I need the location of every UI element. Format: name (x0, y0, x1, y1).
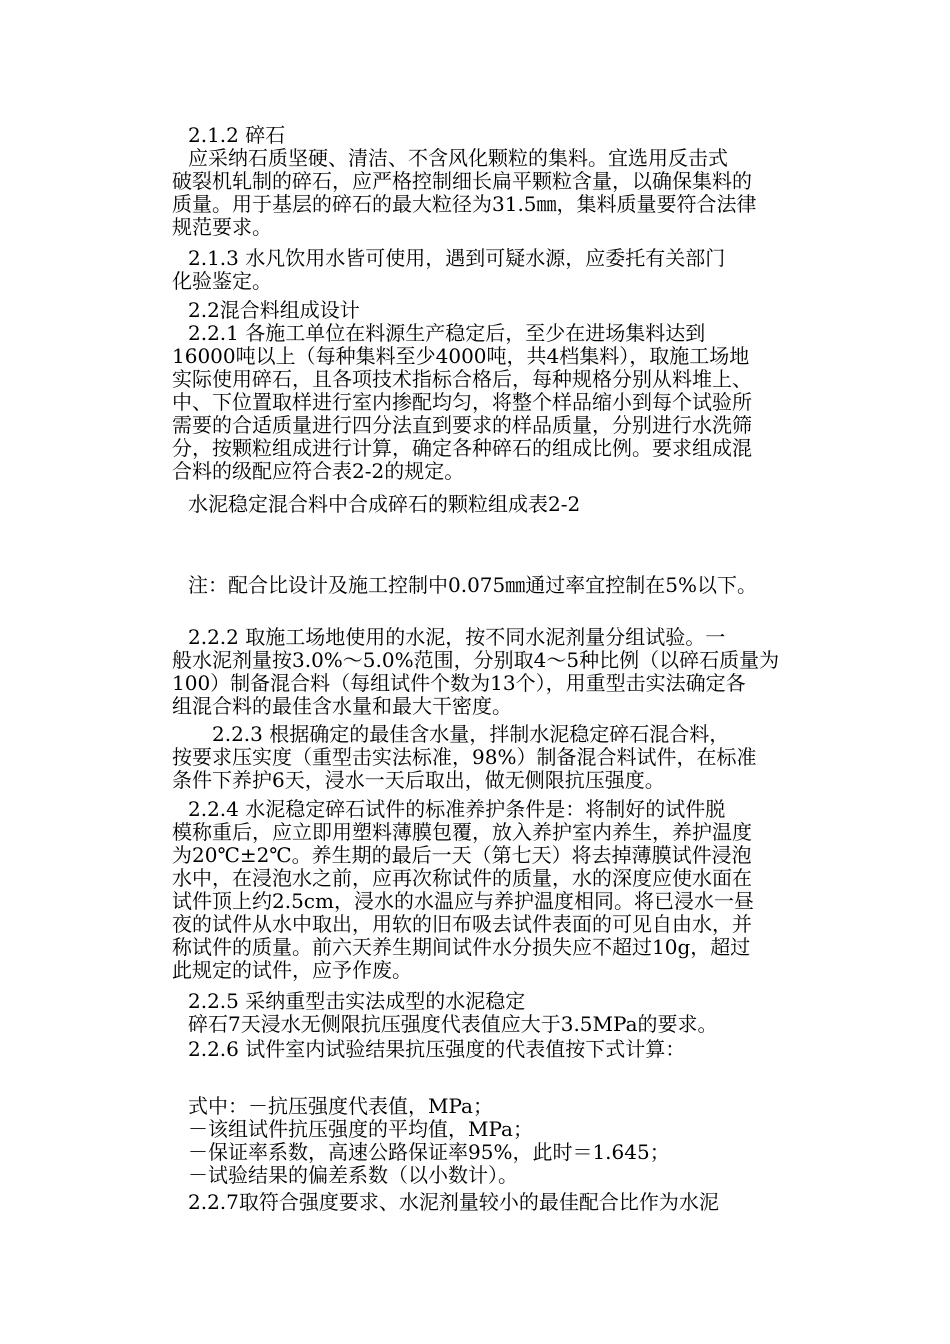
text-line: 中、下位置取样进行室内掺配均匀，将整个样品缩小到每个试验所 (172, 390, 752, 414)
text-line: 质量。用于基层的碎石的最大粒径为31.5㎜，集料质量要符合法律 (172, 192, 757, 216)
text-line: 合料的级配应符合表2-2的规定。 (172, 459, 465, 483)
text-line: 需要的合适质量进行四分法直到要求的样品质量，分别进行水洗筛 (172, 413, 752, 437)
section-heading-2-2: 2.2混合料组成设计 (188, 298, 360, 322)
text-line: 水中，在浸泡水之前，应再次称试件的质量，水的深度应使水面在 (172, 866, 752, 890)
text-line: 2.2.6 试件室内试验结果抗压强度的代表值按下式计算： (188, 1037, 686, 1061)
text-line: 试件顶上约2.5cm，浸水的水温应与养护温度相同。将已浸水一昼 (172, 889, 754, 913)
text-line: 此规定的试件，应予作废。 (172, 958, 412, 982)
formula-legend: 式中：－抗压强度代表值，MPa； (188, 1094, 493, 1118)
text-line: 破裂机轧制的碎石，应严格控制细长扁平颗粒含量，以确保集料的 (172, 169, 752, 193)
text-line: 条件下养护6天，浸水一天后取出，做无侧限抗压强度。 (172, 768, 665, 792)
text-line: 2.2.5 采纳重型击实法成型的水泥稳定 (188, 989, 526, 1013)
text-line: 按要求压实度（重型击实法标准，98%）制备混合料试件，在标准 (172, 745, 757, 769)
text-line: 夜的试件从水中取出，用软的旧布吸去试件表面的可见自由水，并 (172, 912, 752, 936)
formula-legend: －该组试件抗压强度的平均值，MPa； (188, 1117, 533, 1141)
text-line: 2.1.3 水凡饮用水皆可使用，遇到可疑水源，应委托有关部门 (188, 246, 726, 270)
section-heading-2-1-2: 2.1.2 碎石 (188, 123, 286, 147)
text-line: 化验鉴定。 (172, 269, 272, 293)
text-line: 分，按颗粒组成进行计算，确定各种碎石的组成比例。要求组成混 (172, 436, 752, 460)
text-line: 2.2.2 取施工场地使用的水泥，按不同水泥剂量分组试验。一 (188, 625, 726, 649)
text-line: 实际使用碎石，且各项技术指标合格后，每种规格分别从料堆上、 (172, 367, 752, 391)
formula-legend: －试验结果的偏差系数（以小数计）。 (188, 1163, 518, 1187)
text-line: 模称重后，应立即用塑料薄膜包覆，放入养护室内养生，养护温度 (172, 820, 752, 844)
text-line: 称试件的质量。前六天养生期间试件水分损失应不超过10g，超过 (172, 935, 751, 959)
text-line: 应采纳石质坚硬、清洁、不含风化颗粒的集料。宜选用反击式 (188, 146, 728, 170)
text-line: 2.2.1 各施工单位在料源生产稳定后，至少在进场集料达到 (188, 321, 706, 345)
text-line: 般水泥剂量按3.0%～5.0%范围，分别取4～5种比例（以碎石质量为 (172, 648, 780, 672)
table-note: 注：配合比设计及施工控制中0.075㎜通过率宜控制在5%以下。 (188, 573, 757, 597)
text-line: 2.2.4 水泥稳定碎石试件的标准养护条件是：将制好的试件脱 (188, 797, 726, 821)
text-line: 100）制备混合料（每组试件个数为13个），用重型击实法确定各 (172, 671, 746, 695)
text-line: 规范要求。 (172, 215, 272, 239)
table-caption: 水泥稳定混合料中合成碎石的颗粒组成表2-2 (188, 492, 581, 516)
formula-legend: －保证率系数，高速公路保证率95%，此时＝1.645； (188, 1140, 670, 1164)
text-line: 组混合料的最佳含水量和最大干密度。 (172, 694, 512, 718)
text-line: 16000吨以上（每种集料至少4000吨，共4档集料），取施工场地 (172, 344, 750, 368)
text-line: 2.2.3 根据确定的最佳含水量，拌制水泥稳定碎石混合料， (212, 722, 730, 746)
text-line: 2.2.7取符合强度要求、水泥剂量较小的最佳配合比作为水泥 (188, 1190, 719, 1214)
text-line: 碎石7天浸水无侧限抗压强度代表值应大于3.5MPa的要求。 (188, 1012, 718, 1036)
text-line: 为20℃±2℃。养生期的最后一天（第七天）将去掉薄膜试件浸泡 (172, 843, 752, 867)
